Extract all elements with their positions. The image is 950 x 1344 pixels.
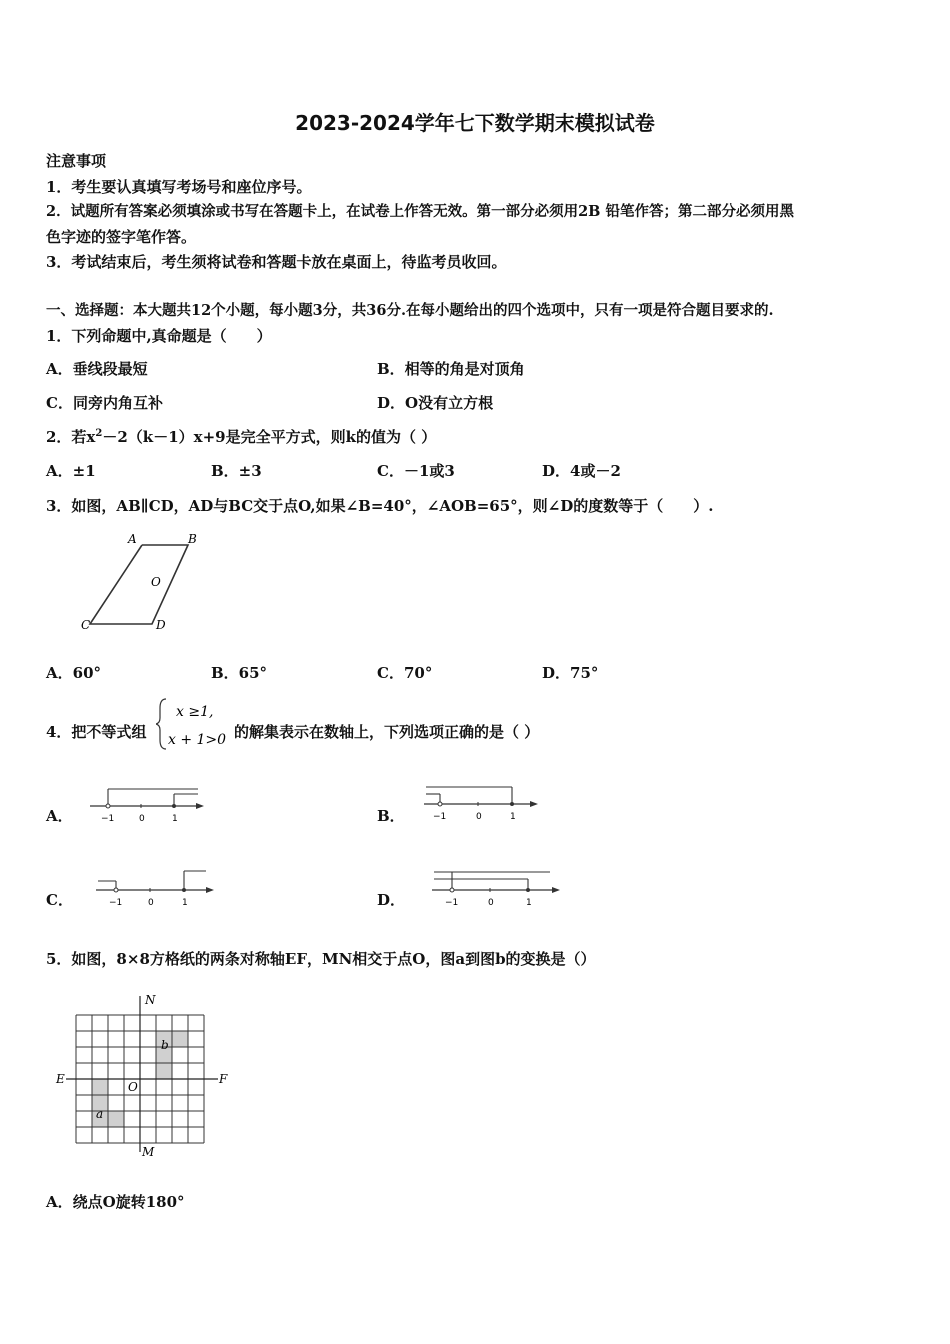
shape-b-cell — [172, 1031, 188, 1047]
q2-stem-post: －2（k－1）x+9是完全平方式，则k的值为（ ） — [102, 428, 437, 446]
q1-option-c: C．同旁内角互补 — [46, 394, 163, 412]
q4-numberline-a — [88, 784, 208, 826]
notice-item-1: 1．考生要认真填写考场号和座位序号。 — [46, 178, 312, 196]
q3-stem: 3．如图，AB∥CD，AD与BC交于点O,如果∠B=40°，∠AOB=65°，则∠D的度数等于（ ）. — [46, 497, 714, 515]
q4-inequality-brace — [156, 696, 236, 752]
q3-option-d: D．75° — [542, 664, 599, 682]
q4-stem-pre: 4．把不等式组 — [46, 723, 147, 741]
q4-option-b: B． — [377, 807, 405, 825]
q3-option-a: A．60° — [46, 664, 102, 682]
q2-option-b: B．±3 — [211, 462, 262, 480]
q2-exponent: 2 — [95, 428, 103, 439]
q1-option-a: A．垂线段最短 — [46, 360, 148, 378]
q5-label-n: N — [145, 993, 156, 1007]
q1-option-d: D．O没有立方根 — [377, 394, 494, 412]
q3-figure — [78, 528, 208, 636]
q3-label-d: D — [156, 618, 166, 632]
tick-label: 0 — [139, 814, 145, 824]
q3-label-c: C — [81, 618, 91, 632]
notice-item-3: 3．考试结束后，考生须将试卷和答题卡放在桌面上，待监考员收回。 — [46, 253, 507, 271]
q2-option-c: C．－1或3 — [377, 462, 455, 480]
tick-label: 0 — [148, 898, 154, 908]
tick-label: 0 — [476, 812, 482, 822]
q5-label-o: O — [128, 1080, 138, 1094]
tick-label: −1 — [109, 898, 123, 908]
q3-option-c: C．70° — [377, 664, 433, 682]
q5-option-a: A．绕点O旋转180° — [46, 1193, 185, 1211]
q3-label-o: O — [151, 575, 161, 589]
q2-stem — [46, 427, 436, 447]
tick-label: 0 — [488, 898, 494, 908]
q3-figure-lines — [90, 545, 188, 624]
shape-a-cell — [108, 1111, 124, 1127]
shape-b-cell — [156, 1063, 172, 1079]
q3-option-b: B．65° — [211, 664, 268, 682]
tick-label: −1 — [445, 898, 459, 908]
q2-option-d: D．4或－2 — [542, 462, 621, 480]
section-heading: 一、选择题：本大题共12个小题，每小题3分，共36分.在每小题给出的四个选项中，只有一项是符合题目要求的. — [46, 302, 774, 319]
q5-label-b: b — [161, 1038, 169, 1052]
q5-grid-figure — [54, 992, 234, 1160]
tick-label: 1 — [526, 898, 532, 908]
tick-label: 1 — [510, 812, 516, 822]
notice-item-2-cont: 色字迹的签字笔作答。 — [46, 228, 197, 246]
q4-stem-post: 的解集表示在数轴上，下列选项正确的是（ ） — [234, 723, 540, 741]
q4-numberline-d — [430, 866, 564, 910]
q2-option-a: A．±1 — [46, 462, 96, 480]
shape-a-cell — [92, 1079, 108, 1095]
q5-label-m: M — [142, 1145, 155, 1159]
q4-numberline-b — [422, 782, 542, 826]
q4-numberline-c — [94, 866, 218, 910]
q4-ineq-1: x ≥1, — [176, 704, 214, 720]
q5-label-f: F — [219, 1072, 228, 1086]
q5-label-e: E — [56, 1072, 65, 1086]
q2-stem-pre: 2．若x — [46, 428, 96, 446]
notice-heading: 注意事项 — [46, 152, 107, 170]
q3-label-b: B — [188, 532, 197, 546]
q4-option-a: A． — [46, 807, 73, 825]
q3-label-a: A — [128, 532, 137, 546]
tick-label: 1 — [182, 898, 188, 908]
q4-option-c: C． — [46, 891, 73, 909]
notice-item-2: 2．试题所有答案必须填涂或书写在答题卡上，在试卷上作答无效。第一部分必须用2B 铅笔作答；第二部分必须用黑 — [46, 203, 794, 220]
tick-label: −1 — [101, 814, 115, 824]
page-title: 2023-2024学年七下数学期末模拟试卷 — [295, 111, 655, 135]
tick-label: −1 — [433, 812, 447, 822]
q1-option-b: B．相等的角是对顶角 — [377, 360, 525, 378]
q1-stem: 1．下列命题中,真命题是（ ） — [46, 327, 272, 345]
q5-label-a: a — [96, 1107, 104, 1121]
q5-stem: 5．如图，8×8方格纸的两条对称轴EF，MN相交于点O，图a到图b的变换是（） — [46, 950, 596, 968]
q4-option-d: D． — [377, 891, 406, 909]
tick-label: 1 — [172, 814, 178, 824]
q4-ineq-2: x + 1>0 — [168, 732, 227, 748]
